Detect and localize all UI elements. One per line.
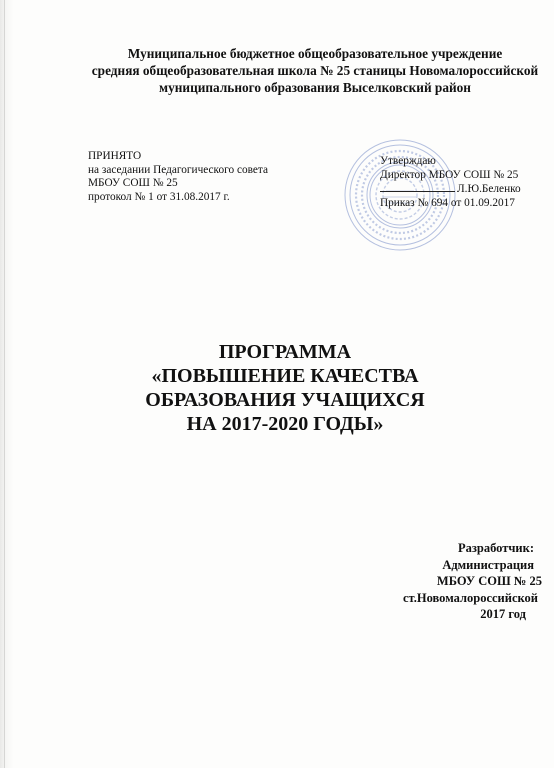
title-line-3: ОБРАЗОВАНИЯ УЧАЩИХСЯ [145, 389, 425, 411]
accepted-line-1: на заседании Педагогического совета [88, 163, 268, 176]
title-line-2: «ПОВЫШЕНИЕ КАЧЕСТВА [151, 365, 419, 387]
approved-line-3: Приказ № 694 от 01.09.2017 [380, 196, 515, 209]
developer-line-1: Администрация [442, 557, 534, 572]
approved-signature-line [380, 182, 521, 197]
program-title [130, 340, 440, 436]
approved-line-1: Директор МБОУ СОШ № 25 [380, 168, 519, 181]
institution-header [60, 45, 554, 96]
developer-line-2: МБОУ СОШ № 25 [436, 574, 542, 588]
accepted-block [88, 150, 268, 204]
signature-underline [380, 182, 455, 192]
signature-name: Л.Ю.Беленко [457, 183, 521, 195]
developer-block [403, 540, 550, 623]
developer-line-3: ст.Новомалороссийской [402, 590, 538, 605]
accepted-line-2: МБОУ СОШ № 25 [88, 177, 178, 189]
developer-label: Разработчик: [457, 541, 534, 555]
institution-line-3: муниципального образования Выселковский район [159, 80, 471, 95]
institution-line-1: Муниципальное бюджетное общеобразовательное учреждение [127, 46, 503, 61]
accepted-line-3: протокол № 1 от 31.08.2017 г. [88, 190, 230, 203]
title-line-1: ПРОГРАММА [218, 341, 352, 363]
title-line-4: НА 2017-2020 ГОДЫ» [186, 413, 384, 435]
approved-heading: Утверждаю [380, 155, 436, 167]
approved-block [380, 155, 521, 210]
accepted-heading: ПРИНЯТО [88, 150, 142, 162]
developer-year: 2017 год [480, 607, 526, 621]
institution-line-2: средняя общеобразовательная школа № 25 станицы Новомалороссийской [91, 63, 539, 78]
